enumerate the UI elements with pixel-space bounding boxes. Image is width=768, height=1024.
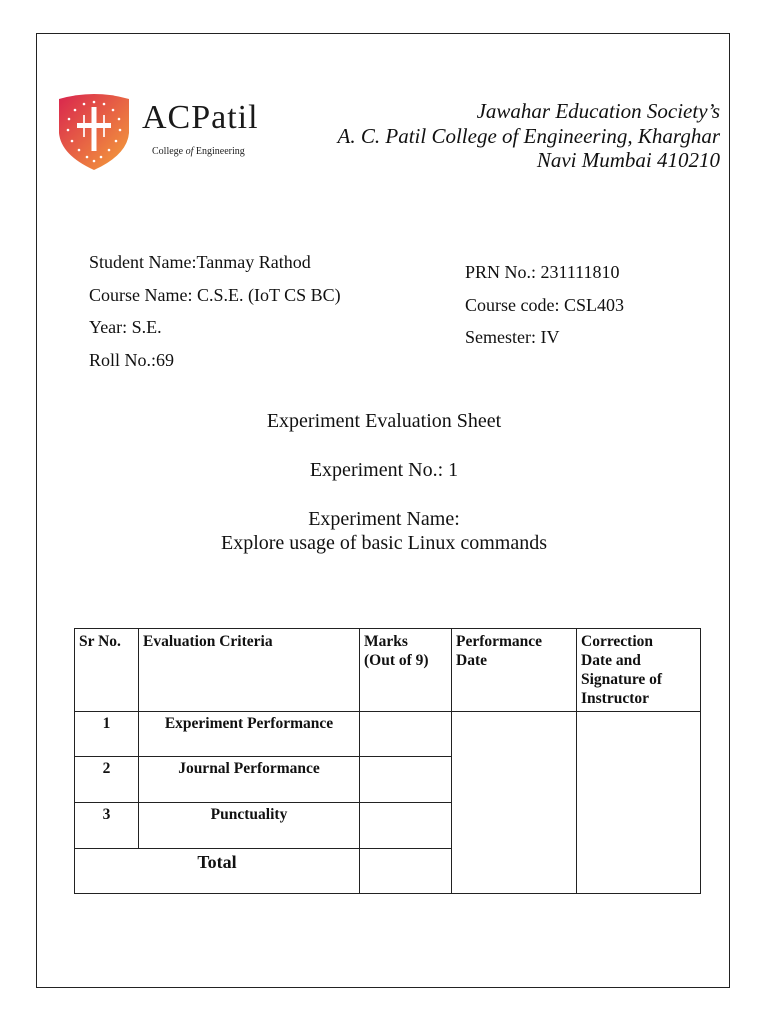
course-name: Course Name: C.S.E. (IoT CS BC) <box>89 284 341 305</box>
header-correction: Correction Date and Signature of Instructor <box>577 629 701 712</box>
table-row <box>75 712 701 757</box>
roll-number: Roll No.:69 <box>89 349 175 370</box>
marks-cell[interactable] <box>360 757 452 803</box>
row-criteria: Journal Performance <box>139 757 360 803</box>
logo-tagline: College of Engineering <box>152 146 245 157</box>
correction-signature-cell[interactable] <box>577 712 701 894</box>
header-evaluation-criteria: Evaluation Criteria <box>139 629 360 712</box>
row-criteria: Punctuality <box>139 803 360 849</box>
year: Year: S.E. <box>89 317 162 337</box>
header-sr-no: Sr No. <box>75 629 139 712</box>
experiment-name: Explore usage of basic Linux commands <box>220 532 548 554</box>
header-performance-date: Performance Date <box>452 629 577 712</box>
college-logo <box>57 93 272 173</box>
header-marks: Marks (Out of 9) <box>360 629 452 712</box>
student-name: Student Name:Tanmay Rathod <box>89 252 311 272</box>
institution-society: Jawahar Education Society’s <box>476 99 720 123</box>
semester: Semester: IV <box>465 327 560 347</box>
total-marks-cell[interactable] <box>360 849 452 894</box>
marks-cell[interactable] <box>360 803 452 849</box>
prn-number: PRN No.: 231111810 <box>465 262 620 282</box>
institution-college: A. C. Patil College of Engineering, Kharghar <box>337 123 720 148</box>
performance-date-cell[interactable] <box>452 712 577 894</box>
marks-cell[interactable] <box>360 712 452 757</box>
row-sr: 3 <box>75 803 139 849</box>
row-criteria: Experiment Performance <box>139 712 360 757</box>
row-sr: 1 <box>75 712 139 757</box>
experiment-number: Experiment No.: 1 <box>309 459 459 481</box>
experiment-name-label: Experiment Name: <box>308 508 460 530</box>
total-label: Total <box>75 849 360 894</box>
logo-wordmark: ACPatil <box>142 99 259 136</box>
table-header-row <box>75 629 701 712</box>
sheet-title: Experiment Evaluation Sheet <box>266 410 502 432</box>
student-info-left <box>89 250 341 380</box>
evaluation-table <box>74 628 701 894</box>
college-shield-crest-icon <box>57 93 131 171</box>
student-info-right <box>465 260 624 358</box>
institution-address: Navi Mumbai 410210 <box>536 148 720 172</box>
course-code: Course code: CSL403 <box>465 294 624 315</box>
institution-header <box>338 99 720 173</box>
row-sr: 2 <box>75 757 139 803</box>
